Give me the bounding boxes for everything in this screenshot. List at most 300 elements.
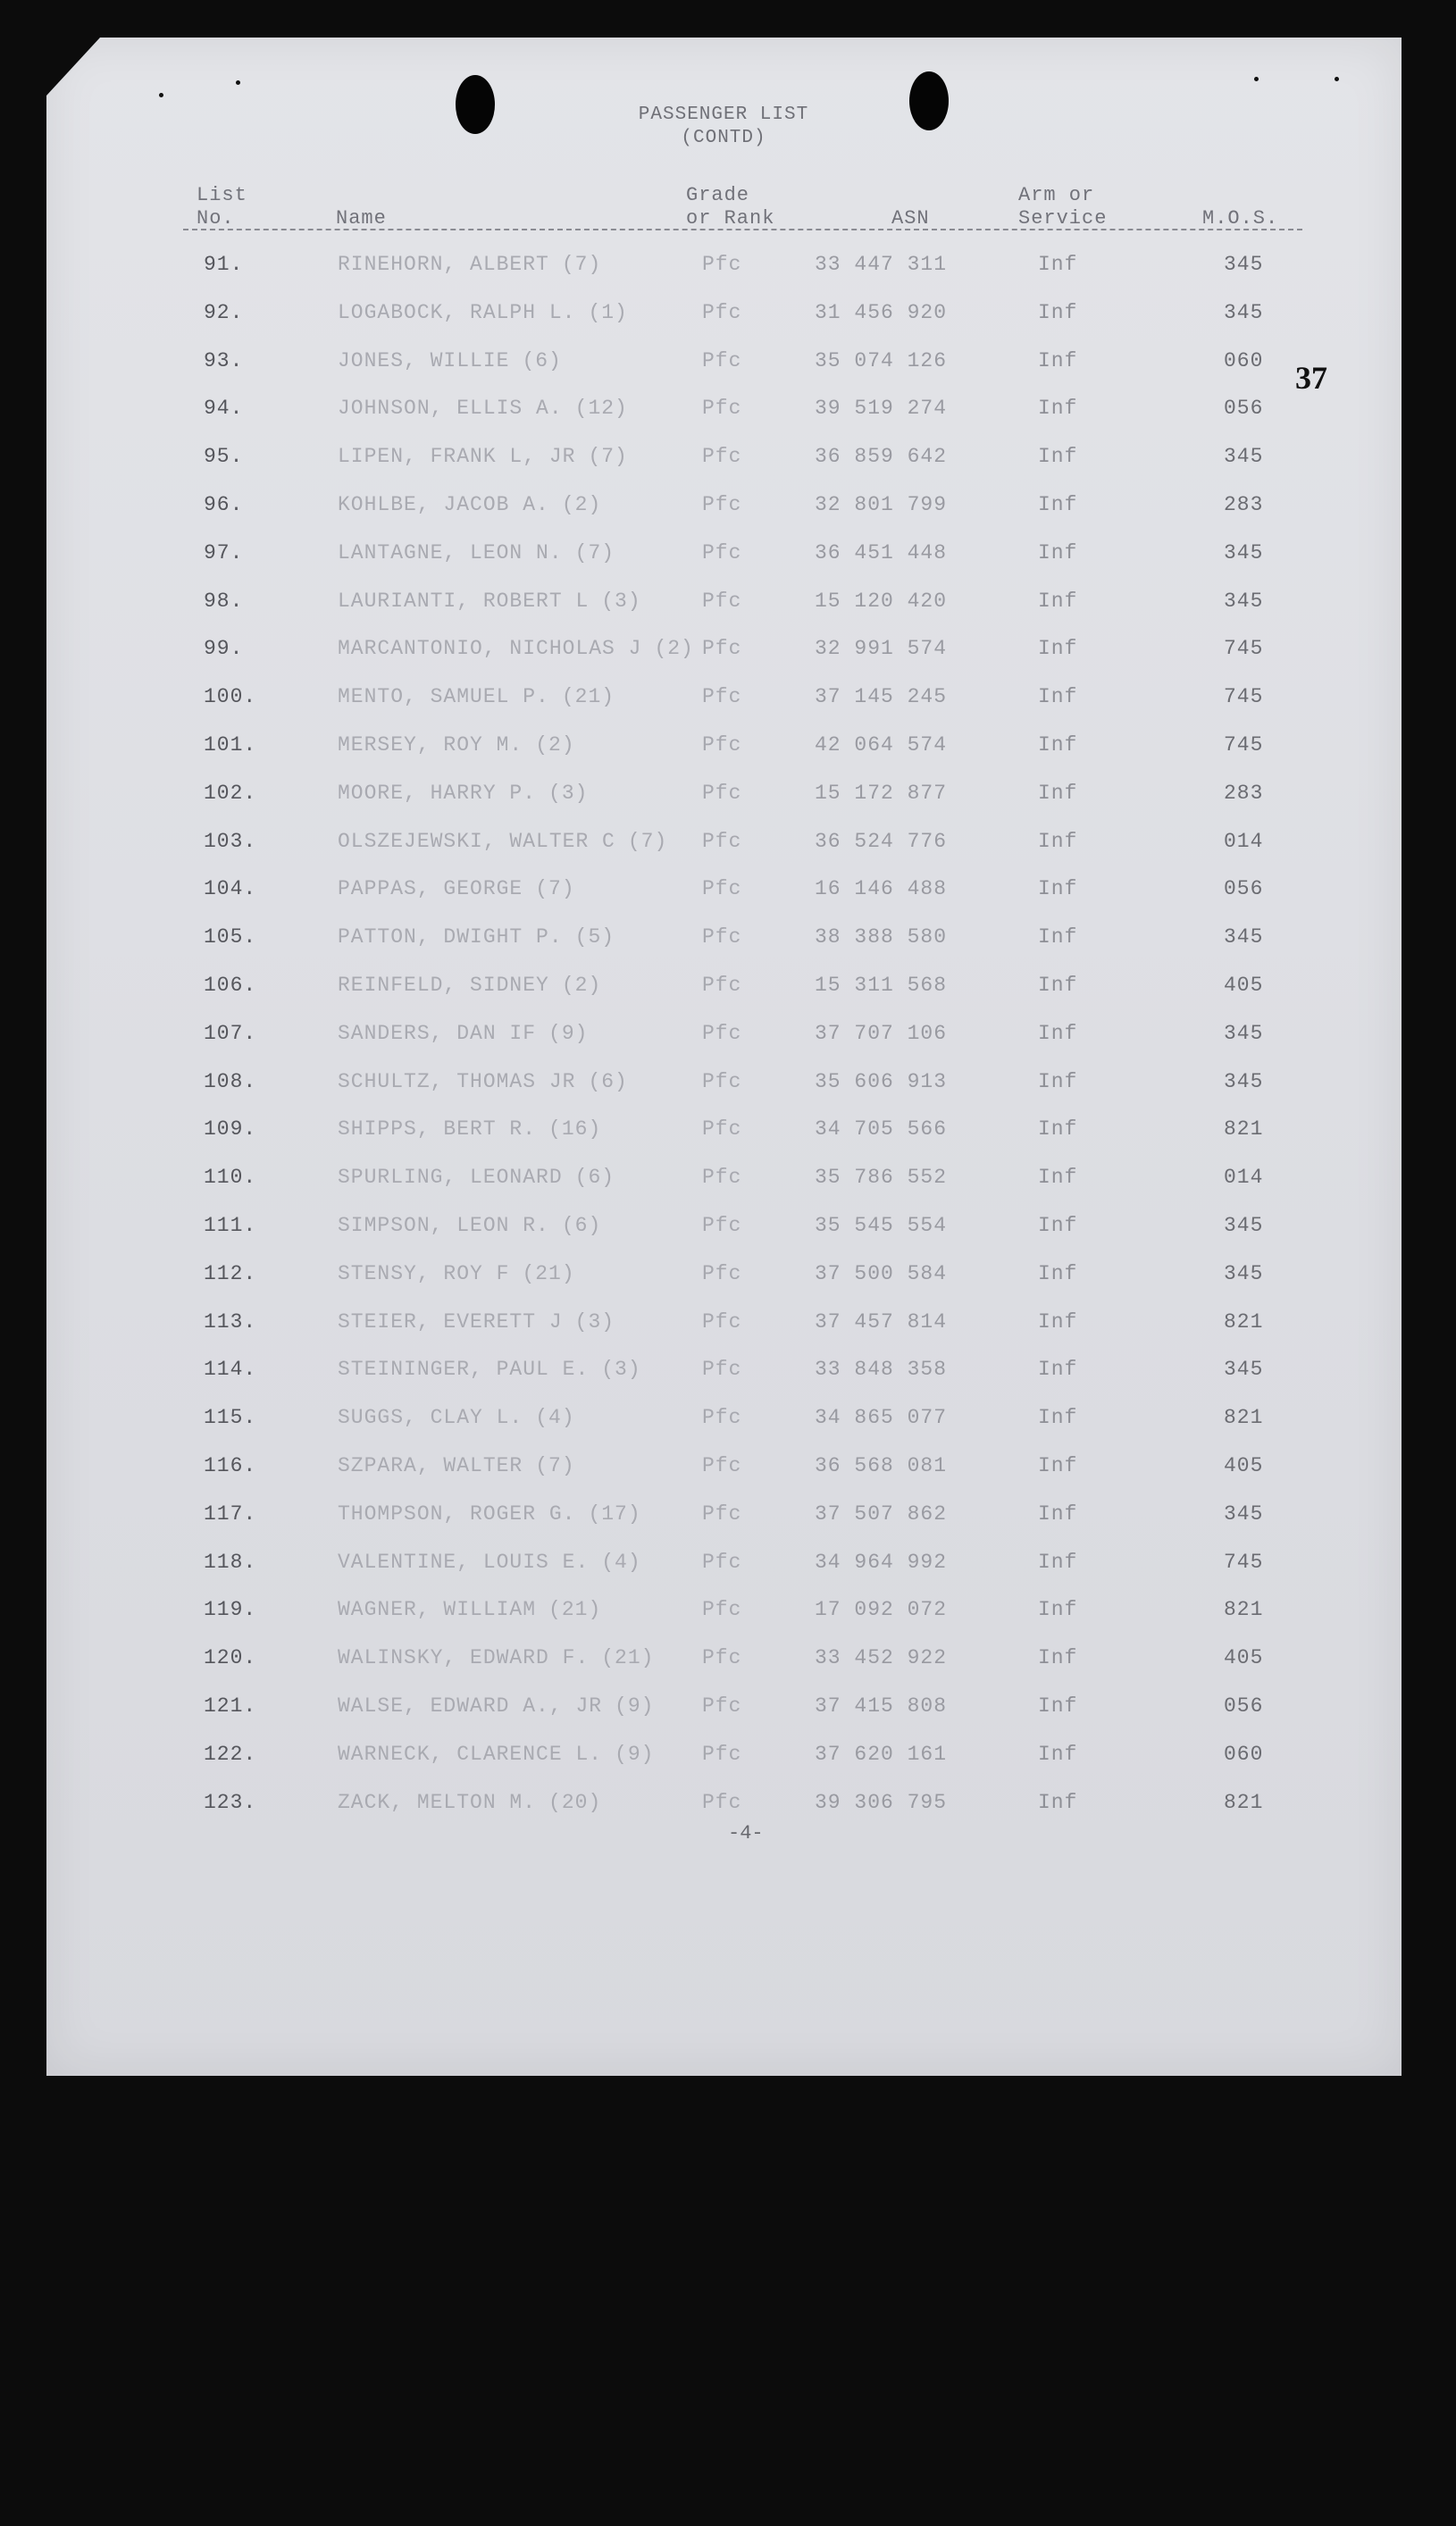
group-number: (9) — [615, 1694, 655, 1718]
grade: Pfc — [702, 1166, 742, 1190]
table-row — [0, 1502, 1456, 1551]
arm-service: Inf — [1038, 1694, 1078, 1718]
group-number: (21) — [601, 1646, 655, 1670]
grade: Pfc — [702, 1501, 742, 1526]
list-number: 91. — [204, 253, 244, 276]
asn: 33 452 922 — [815, 1646, 948, 1670]
passenger-name — [338, 1454, 575, 1477]
grade: Pfc — [702, 493, 742, 516]
mos-code: 056 — [1224, 397, 1264, 421]
column-header-name: Name — [336, 207, 387, 230]
passenger-name — [338, 1262, 575, 1285]
paper-speck — [1254, 77, 1259, 81]
grade: Pfc — [702, 637, 742, 661]
arm-service: Inf — [1038, 1358, 1078, 1382]
arm-service: Inf — [1038, 1309, 1078, 1334]
asn: 37 500 584 — [815, 1261, 948, 1285]
group-number: (17) — [588, 1501, 641, 1526]
mos-code: 283 — [1224, 493, 1264, 516]
punch-hole-right — [909, 71, 949, 130]
grade: Pfc — [702, 300, 742, 324]
asn: 37 415 808 — [815, 1694, 948, 1718]
table-row — [0, 1022, 1456, 1070]
list-number: 111. — [204, 1214, 257, 1237]
grade: Pfc — [702, 925, 742, 949]
asn: 34 705 566 — [815, 1117, 948, 1142]
grade: Pfc — [702, 540, 742, 565]
passenger-name — [338, 733, 575, 757]
name-text: SCHULTZ, THOMAS JR — [338, 1069, 576, 1093]
grade: Pfc — [702, 1694, 742, 1718]
asn: 17 092 072 — [815, 1598, 948, 1622]
list-number: 110. — [204, 1166, 257, 1190]
asn: 42 064 574 — [815, 733, 948, 757]
mos-code: 345 — [1224, 300, 1264, 324]
group-number: (2) — [561, 974, 602, 997]
mos-code: 345 — [1224, 1358, 1264, 1382]
passenger-name — [338, 1598, 601, 1621]
list-number: 117. — [204, 1501, 257, 1526]
grade: Pfc — [702, 1021, 742, 1045]
passenger-name — [338, 1070, 628, 1093]
arm-service: Inf — [1038, 1214, 1078, 1237]
mos-code: 821 — [1224, 1309, 1264, 1334]
asn: 32 801 799 — [815, 493, 948, 516]
table-row — [0, 1070, 1456, 1118]
table-row — [0, 301, 1456, 349]
group-number: (3) — [601, 1358, 641, 1382]
list-number: 95. — [204, 445, 244, 469]
asn: 35 074 126 — [815, 348, 948, 372]
passenger-name — [338, 830, 667, 853]
grade: Pfc — [702, 1598, 742, 1622]
arm-service: Inf — [1038, 1069, 1078, 1093]
name-text: WALINSKY, EDWARD F. — [338, 1646, 590, 1670]
name-text: LANTAGNE, LEON N. — [338, 540, 563, 565]
group-number: (3) — [548, 781, 589, 805]
list-number: 104. — [204, 877, 257, 901]
table-row — [0, 1598, 1456, 1646]
grade: Pfc — [702, 1261, 742, 1285]
table-row — [0, 1310, 1456, 1359]
passenger-name — [338, 1022, 588, 1045]
grade: Pfc — [702, 1309, 742, 1334]
asn: 32 991 574 — [815, 637, 948, 661]
asn: 36 568 081 — [815, 1454, 948, 1477]
asn: 35 786 552 — [815, 1166, 948, 1190]
group-number: (9) — [548, 1021, 589, 1045]
list-number: 116. — [204, 1454, 257, 1477]
table-row — [0, 445, 1456, 493]
name-text: JONES, WILLIE — [338, 348, 510, 372]
mos-code: 060 — [1224, 348, 1264, 372]
passenger-name — [338, 1117, 601, 1141]
name-text: STEIER, EVERETT J — [338, 1309, 563, 1334]
group-number: (6) — [522, 348, 562, 372]
arm-service: Inf — [1038, 974, 1078, 997]
name-text: ZACK, MELTON M. — [338, 1790, 537, 1814]
asn: 36 451 448 — [815, 540, 948, 565]
name-text: STENSY, ROY F — [338, 1261, 510, 1285]
mos-code: 345 — [1224, 253, 1264, 276]
header-line: Arm or — [1018, 184, 1095, 206]
column-header-grade — [686, 184, 774, 230]
table-row — [0, 541, 1456, 590]
page-stamp: 37 — [1295, 360, 1327, 396]
asn: 31 456 920 — [815, 300, 948, 324]
arm-service: Inf — [1038, 1261, 1078, 1285]
asn: 33 447 311 — [815, 253, 948, 276]
passenger-name — [338, 1694, 654, 1718]
paper-speck — [1335, 77, 1339, 81]
group-number: (7) — [535, 1454, 575, 1477]
grade: Pfc — [702, 974, 742, 997]
table-row — [0, 974, 1456, 1022]
name-text: SHIPPS, BERT R. — [338, 1117, 537, 1142]
passenger-name — [338, 590, 641, 613]
table-row — [0, 1551, 1456, 1599]
name-text: WALSE, EDWARD A., JR — [338, 1694, 603, 1718]
grade: Pfc — [702, 1406, 742, 1430]
group-number: (21) — [522, 1261, 575, 1285]
mos-code: 745 — [1224, 685, 1264, 709]
list-number: 109. — [204, 1117, 257, 1142]
grade: Pfc — [702, 253, 742, 276]
column-header-mos: M.O.S. — [1202, 207, 1279, 230]
table-row — [0, 397, 1456, 445]
mos-code: 014 — [1224, 829, 1264, 853]
asn: 15 120 420 — [815, 589, 948, 613]
list-number: 108. — [204, 1069, 257, 1093]
table-row — [0, 830, 1456, 878]
passenger-name — [338, 925, 615, 949]
passenger-name — [338, 782, 588, 805]
mos-code: 345 — [1224, 1214, 1264, 1237]
name-text: RINEHORN, ALBERT — [338, 253, 549, 276]
mos-code: 283 — [1224, 781, 1264, 805]
list-number: 94. — [204, 397, 244, 421]
group-number: (21) — [548, 1598, 602, 1622]
asn: 39 519 274 — [815, 397, 948, 421]
passenger-name — [338, 1791, 601, 1814]
asn: 35 606 913 — [815, 1069, 948, 1093]
arm-service: Inf — [1038, 1646, 1078, 1670]
group-number: (6) — [561, 1214, 602, 1237]
name-text: SANDERS, DAN IF — [338, 1021, 537, 1045]
header-rule — [183, 229, 1302, 230]
table-row — [0, 493, 1456, 541]
column-header-list-no — [197, 184, 247, 230]
asn: 37 145 245 — [815, 685, 948, 709]
passenger-name — [338, 1214, 601, 1237]
passenger-name — [338, 637, 694, 660]
group-number: (6) — [588, 1069, 628, 1093]
table-row — [0, 1694, 1456, 1743]
arm-service: Inf — [1038, 445, 1078, 469]
passenger-name — [338, 685, 615, 708]
arm-service: Inf — [1038, 733, 1078, 757]
grade: Pfc — [702, 1790, 742, 1814]
grade: Pfc — [702, 1214, 742, 1237]
table-row — [0, 637, 1456, 685]
arm-service: Inf — [1038, 397, 1078, 421]
grade: Pfc — [702, 1358, 742, 1382]
name-text: MENTO, SAMUEL P. — [338, 685, 549, 709]
name-text: LOGABOCK, RALPH L. — [338, 300, 576, 324]
group-number: (7) — [588, 445, 628, 469]
mos-code: 821 — [1224, 1117, 1264, 1142]
mos-code: 345 — [1224, 1069, 1264, 1093]
asn: 34 964 992 — [815, 1550, 948, 1574]
table-row — [0, 1358, 1456, 1406]
list-number: 114. — [204, 1358, 257, 1382]
header-line: No. — [197, 207, 235, 230]
table-row — [0, 1406, 1456, 1454]
table-row — [0, 349, 1456, 397]
asn: 39 306 795 — [815, 1790, 948, 1814]
mos-code: 345 — [1224, 1261, 1264, 1285]
arm-service: Inf — [1038, 1790, 1078, 1814]
title-line: PASSENGER LIST — [638, 105, 809, 125]
mos-code: 345 — [1224, 925, 1264, 949]
grade: Pfc — [702, 1742, 742, 1766]
passenger-name — [338, 397, 628, 420]
passenger-name — [338, 541, 615, 565]
list-number: 106. — [204, 974, 257, 997]
header-line: List — [197, 184, 247, 206]
asn: 16 146 488 — [815, 877, 948, 901]
table-row — [0, 1117, 1456, 1166]
asn: 36 524 776 — [815, 829, 948, 853]
passenger-name — [338, 877, 575, 900]
punch-hole-left — [456, 75, 495, 134]
arm-service: Inf — [1038, 1117, 1078, 1142]
asn: 33 848 358 — [815, 1358, 948, 1382]
asn: 37 620 161 — [815, 1742, 948, 1766]
name-text: PATTON, DWIGHT P. — [338, 925, 563, 949]
group-number: (7) — [535, 877, 575, 901]
list-number: 120. — [204, 1646, 257, 1670]
table-row — [0, 1454, 1456, 1502]
passenger-name — [338, 349, 562, 372]
grade: Pfc — [702, 1069, 742, 1093]
list-number: 113. — [204, 1309, 257, 1334]
passenger-name — [338, 1406, 575, 1429]
grade: Pfc — [702, 397, 742, 421]
list-number: 121. — [204, 1694, 257, 1718]
table-row — [0, 1214, 1456, 1262]
grade: Pfc — [702, 348, 742, 372]
name-text: MARCANTONIO, NICHOLAS J — [338, 637, 642, 661]
header-line: or Rank — [686, 207, 775, 230]
group-number: (2) — [654, 637, 694, 661]
asn: 36 859 642 — [815, 445, 948, 469]
group-number: (4) — [601, 1550, 641, 1574]
table-row — [0, 685, 1456, 733]
grade: Pfc — [702, 1646, 742, 1670]
passenger-name — [338, 253, 601, 276]
grade: Pfc — [702, 829, 742, 853]
list-number: 93. — [204, 348, 244, 372]
table-row — [0, 877, 1456, 925]
asn: 15 311 568 — [815, 974, 948, 997]
name-text: THOMPSON, ROGER G. — [338, 1501, 576, 1526]
arm-service: Inf — [1038, 1166, 1078, 1190]
passenger-name — [338, 1166, 615, 1189]
table-row — [0, 1646, 1456, 1694]
name-text: JOHNSON, ELLIS A. — [338, 397, 563, 421]
grade: Pfc — [702, 781, 742, 805]
arm-service: Inf — [1038, 877, 1078, 901]
arm-service: Inf — [1038, 781, 1078, 805]
group-number: (5) — [574, 925, 615, 949]
table-row — [0, 1262, 1456, 1310]
mos-code: 056 — [1224, 1694, 1264, 1718]
list-number: 96. — [204, 493, 244, 516]
list-number: 107. — [204, 1021, 257, 1045]
grade: Pfc — [702, 1454, 742, 1477]
mos-code: 345 — [1224, 540, 1264, 565]
list-number: 123. — [204, 1790, 257, 1814]
name-text: LAURIANTI, ROBERT L — [338, 589, 590, 613]
list-number: 119. — [204, 1598, 257, 1622]
mos-code: 345 — [1224, 1501, 1264, 1526]
mos-code: 345 — [1224, 445, 1264, 469]
header-line: Service — [1018, 207, 1108, 230]
title-subline: (CONTD) — [681, 128, 766, 148]
name-text: MOORE, HARRY P. — [338, 781, 537, 805]
asn: 37 457 814 — [815, 1309, 948, 1334]
arm-service: Inf — [1038, 1021, 1078, 1045]
mos-code: 405 — [1224, 974, 1264, 997]
arm-service: Inf — [1038, 685, 1078, 709]
group-number: (12) — [574, 397, 628, 421]
group-number: (7) — [561, 253, 602, 276]
list-number: 98. — [204, 589, 244, 613]
grade: Pfc — [702, 685, 742, 709]
passenger-name — [338, 445, 628, 468]
table-row — [0, 1166, 1456, 1214]
asn: 37 507 862 — [815, 1501, 948, 1526]
group-number: (2) — [535, 733, 575, 757]
list-number: 103. — [204, 829, 257, 853]
name-text: SIMPSON, LEON R. — [338, 1214, 549, 1237]
name-text: STEININGER, PAUL E. — [338, 1358, 590, 1382]
group-number: (9) — [615, 1742, 655, 1766]
column-header-arm — [1018, 184, 1107, 230]
mos-code: 745 — [1224, 637, 1264, 661]
mos-code: 014 — [1224, 1166, 1264, 1190]
grade: Pfc — [702, 1550, 742, 1574]
name-text: KOHLBE, JACOB A. — [338, 493, 549, 516]
arm-service: Inf — [1038, 1406, 1078, 1430]
group-number: (21) — [561, 685, 615, 709]
passenger-name — [338, 1502, 641, 1526]
page-footer-number: -4- — [728, 1822, 764, 1844]
paper-speck — [236, 80, 240, 85]
passenger-name — [338, 974, 601, 997]
arm-service: Inf — [1038, 925, 1078, 949]
table-row — [0, 733, 1456, 782]
name-text: OLSZEJEWSKI, WALTER C — [338, 829, 615, 853]
arm-service: Inf — [1038, 589, 1078, 613]
group-number: (7) — [627, 829, 668, 853]
group-number: (3) — [601, 589, 641, 613]
list-number: 101. — [204, 733, 257, 757]
group-number: (6) — [574, 1166, 615, 1190]
mos-code: 821 — [1224, 1406, 1264, 1430]
passenger-name — [338, 1551, 641, 1574]
mos-code: 745 — [1224, 1550, 1264, 1574]
list-number: 99. — [204, 637, 244, 661]
table-row — [0, 253, 1456, 301]
mos-code: 056 — [1224, 877, 1264, 901]
asn: 38 388 580 — [815, 925, 948, 949]
name-text: WARNECK, CLARENCE L. — [338, 1742, 603, 1766]
passenger-name — [338, 1646, 654, 1669]
mos-code: 745 — [1224, 733, 1264, 757]
mos-code: 060 — [1224, 1742, 1264, 1766]
name-text: PAPPAS, GEORGE — [338, 877, 523, 901]
list-number: 105. — [204, 925, 257, 949]
mos-code: 345 — [1224, 589, 1264, 613]
list-number: 92. — [204, 300, 244, 324]
group-number: (2) — [561, 493, 602, 516]
group-number: (20) — [548, 1790, 602, 1814]
name-text: SPURLING, LEONARD — [338, 1166, 563, 1190]
list-number: 115. — [204, 1406, 257, 1430]
grade: Pfc — [702, 733, 742, 757]
name-text: SZPARA, WALTER — [338, 1454, 523, 1477]
document-title — [607, 104, 840, 150]
group-number: (16) — [548, 1117, 602, 1142]
list-number: 97. — [204, 540, 244, 565]
passenger-name — [338, 1743, 654, 1766]
header-line: Grade — [686, 184, 750, 206]
passenger-name — [338, 301, 628, 324]
grade: Pfc — [702, 589, 742, 613]
asn: 15 172 877 — [815, 781, 948, 805]
group-number: (4) — [535, 1406, 575, 1430]
list-number: 122. — [204, 1742, 257, 1766]
mos-code: 405 — [1224, 1646, 1264, 1670]
table-row — [0, 590, 1456, 638]
passenger-name — [338, 1310, 615, 1334]
group-number: (3) — [574, 1309, 615, 1334]
arm-service: Inf — [1038, 1501, 1078, 1526]
mos-code: 821 — [1224, 1598, 1264, 1622]
list-number: 118. — [204, 1550, 257, 1574]
name-text: MERSEY, ROY M. — [338, 733, 523, 757]
arm-service: Inf — [1038, 637, 1078, 661]
list-number: 112. — [204, 1261, 257, 1285]
list-number: 102. — [204, 781, 257, 805]
arm-service: Inf — [1038, 1550, 1078, 1574]
paper-speck — [159, 93, 163, 97]
asn: 35 545 554 — [815, 1214, 948, 1237]
passenger-name — [338, 493, 601, 516]
arm-service: Inf — [1038, 348, 1078, 372]
grade: Pfc — [702, 1117, 742, 1142]
name-text: VALENTINE, LOUIS E. — [338, 1550, 590, 1574]
table-row — [0, 1743, 1456, 1791]
asn: 37 707 106 — [815, 1021, 948, 1045]
name-text: WAGNER, WILLIAM — [338, 1598, 537, 1622]
group-number: (7) — [574, 540, 615, 565]
arm-service: Inf — [1038, 829, 1078, 853]
arm-service: Inf — [1038, 1598, 1078, 1622]
name-text: REINFELD, SIDNEY — [338, 974, 549, 997]
